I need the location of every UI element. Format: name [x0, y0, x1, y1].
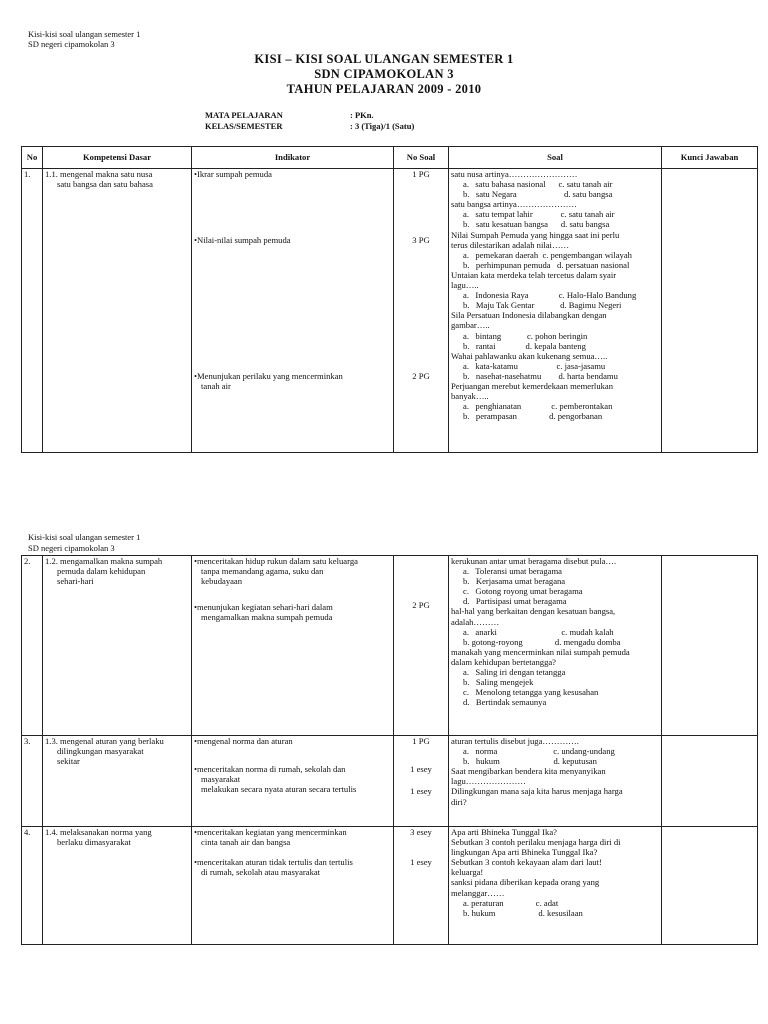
- row3-kd-line3: sekitar: [57, 756, 80, 767]
- row4-kd-line1: 1.4. melaksanakan norma yang: [45, 827, 152, 837]
- row4-kd-line2: berlaku dimasyarakat: [57, 837, 131, 848]
- row1-no-soal: [394, 169, 449, 453]
- row3-kd-line2: dilingkungan masyarakat: [57, 746, 144, 757]
- answer-option: b. satu kesatuan bangsa d. satu bangsa: [463, 219, 610, 230]
- kisi-table-1: [21, 146, 758, 453]
- question-text: Perjuangan merebut kemerdekaan memerlukan: [451, 380, 614, 391]
- header2-line-2: SD negeri cipamokolan 3: [28, 543, 115, 553]
- question-text: Dilingkungan mana saja kita harus menjaga harga: [451, 786, 623, 797]
- meta-subject-label: MATA PELAJARAN: [205, 110, 283, 120]
- row1-ind-3: • Menunjukan perilaku yang mencerminkan: [194, 371, 391, 381]
- answer-option: a. bintang c. pohon beringin: [463, 330, 588, 341]
- kisi-table-2: [21, 555, 758, 945]
- answer-option: a. anarki c. mudah kalah: [463, 626, 614, 637]
- header-line-2: SD negeri cipamokolan 3: [28, 39, 115, 49]
- row4-ind-2b: di rumah, sekolah atau masyarakat: [201, 867, 321, 878]
- row3-kd-line1: 1.3. mengenal aturan yang berlaku: [45, 736, 164, 746]
- answer-option: a. Toleransi umat beragama: [463, 566, 562, 577]
- question-text: gambar…..: [451, 320, 490, 331]
- row1-kd-line1: 1.1. mengenal makna satu nusa: [45, 169, 153, 179]
- answer-option: a. kata-katamu c. jasa-jasamu: [463, 360, 606, 371]
- row4-ns-1: 3 esey: [410, 827, 432, 837]
- meta-class-label: KELAS/SEMESTER: [205, 121, 283, 131]
- row1-ind-3b: tanah air: [201, 381, 231, 392]
- row3-soal: [449, 736, 662, 827]
- no-soal-header-text: No Soal: [406, 152, 436, 163]
- row4-ns-2: 1 esey: [410, 857, 432, 868]
- row1-ns-2: 3 PG: [412, 235, 430, 246]
- answer-option: a. peraturan c. adat: [463, 897, 559, 908]
- answer-option: b. nasehat-nasehatmu d. harta bendamu: [463, 370, 618, 381]
- row1-kunci: [662, 169, 758, 453]
- col-header-no: No: [22, 147, 43, 169]
- row4-indikator: [192, 827, 394, 945]
- answer-option: b. Saling mengejek: [463, 677, 534, 688]
- col-header-no-soal: [394, 147, 449, 169]
- row4-no: 4.: [22, 827, 43, 945]
- row1-ind-2: • Nilai-nilai sumpah pemuda: [194, 235, 391, 245]
- question-text: keluarga!: [451, 867, 484, 878]
- answer-option: b. Maju Tak Gentar d. Bagimu Negeri: [463, 300, 622, 311]
- row4-ind-1b: cinta tanah air dan bangsa: [201, 837, 291, 848]
- col-header-kd: Kompetensi Dasar: [43, 147, 192, 169]
- answer-option: b. hukum d. keputusan: [463, 756, 597, 767]
- row1-ns-3: 2 PG: [412, 371, 430, 382]
- question-text: hal-hal yang berkaitan dengan kesatuan bangsa,: [451, 606, 616, 617]
- question-text: Untaian kata merdeka telah tercetus dalam syair: [451, 269, 617, 280]
- col-header-indikator: Indikator: [192, 147, 394, 169]
- row4-kunci: [662, 827, 758, 945]
- answer-option: b. satu Negara d. satu bangsa: [463, 189, 613, 200]
- question-text: Saat mengibarkan bendera kita menyanyikan: [451, 766, 606, 777]
- row3-ind-3: melakukan secara nyata aturan secara tertulis: [201, 784, 357, 795]
- row1-ind-1: • Ikrar sumpah pemuda: [194, 169, 391, 179]
- question-text: dalam kehidupan bertetangga?: [451, 656, 556, 667]
- question-text: Nilai Sumpah Pemuda yang hingga saat ini perlu: [451, 229, 620, 240]
- doc-title: KISI – KISI SOAL ULANGAN SEMESTER 1: [254, 52, 514, 66]
- row3-no: 3.: [22, 736, 43, 827]
- row2-no: 2.: [22, 556, 43, 736]
- row2-ns: 2 PG: [412, 600, 430, 610]
- answer-option: a. Indonesia Raya c. Halo-Halo Bandung: [463, 290, 637, 301]
- meta-subject-value: : PKn.: [350, 110, 374, 120]
- question-text: satu bangsa artinya…………………: [451, 199, 578, 210]
- row4-ind-1a: • menceritakan kegiatan yang mencerminkan: [194, 827, 391, 837]
- answer-option: b. gotong-royong d. mengadu domba: [463, 636, 621, 647]
- answer-option: b. perhimpunan pemuda d. persatuan nasional: [463, 259, 630, 270]
- row4-no-soal: [394, 827, 449, 945]
- question-text: Sebutkan 3 contoh kekayaan alam dari laut!: [451, 857, 602, 868]
- row1-kd-line2: satu bangsa dan satu bahasa: [57, 179, 153, 190]
- meta-class-value: : 3 (Tiga)/1 (Satu): [350, 121, 415, 131]
- question-text: Sebutkan 3 contoh perilaku menjaga harga diri di: [451, 837, 621, 848]
- row2-kd-line2: pemuda dalam kehidupan: [57, 566, 146, 577]
- col-header-soal: Soal: [449, 147, 662, 169]
- doc-school: SDN CIPAMOKOLAN 3: [314, 67, 454, 81]
- answer-option: a. penghianatan c. pemberontakan: [463, 401, 613, 412]
- row4-soal: [449, 827, 662, 945]
- row3-kunci: [662, 736, 758, 827]
- question-text: kerukunan antar umat beragama disebut pula….: [451, 556, 617, 566]
- row3-indikator: [192, 736, 394, 827]
- row2-no-soal: [394, 556, 449, 736]
- question-text: Sila Persatuan Indonesia dilabangkan dengan: [451, 310, 607, 321]
- row2-ind-2a: • menunjukan kegiatan sehari-hari dalam: [194, 602, 391, 612]
- header-line-1: Kisi-kisi soal ulangan semester 1: [28, 29, 141, 39]
- answer-option: a. norma c. undang-undang: [463, 746, 615, 757]
- row2-soal: [449, 556, 662, 736]
- row3-ind-1: • mengenal norma dan aturan: [194, 736, 391, 746]
- row3-no-soal: [394, 736, 449, 827]
- row2-kd-line1: 1.2. mengamalkan makna sumpah: [45, 556, 163, 566]
- question-text: diri?: [451, 796, 467, 807]
- row3-kd: [43, 736, 192, 827]
- row2-kd-line3: sehari-hari: [57, 576, 94, 587]
- question-text: sanksi pidana diberikan kepada orang yang: [451, 877, 600, 888]
- question-text: lagu…..: [451, 280, 479, 291]
- row1-soal: [449, 169, 662, 453]
- row3-ns-3: 1 esey: [410, 786, 432, 797]
- row2-indikator: [192, 556, 394, 736]
- answer-option: a. satu tempat lahir c. satu tanah air: [463, 209, 615, 220]
- answer-option: c. Gotong royong umat beragama: [463, 586, 583, 597]
- col-header-kunci: Kunci Jawaban: [662, 147, 758, 169]
- answer-option: a. pemekaran daerah c. pengembangan wilayah: [463, 249, 632, 260]
- question-text: melanggar……: [451, 887, 505, 898]
- row3-ind-2a: • menceritakan norma di rumah, sekolah dan: [194, 764, 391, 774]
- row1-kd: [43, 169, 192, 453]
- question-text: Apa arti Bhineka Tunggal Ika?: [451, 827, 557, 837]
- row4-kd: [43, 827, 192, 945]
- question-text: lingkungan Apa arti Bhineka Tunggal Ika?: [451, 847, 598, 858]
- question-text: terus dilestarikan adalah nilai……: [451, 239, 570, 250]
- row3-ns-2: 1 esey: [410, 764, 432, 775]
- row1-indikator: [192, 169, 394, 453]
- question-text: adalah………: [451, 616, 500, 627]
- question-text: banyak…..: [451, 391, 489, 402]
- row1-no: 1.: [22, 169, 43, 453]
- question-text: manakah yang mencerminkan nilai sumpah pemuda: [451, 646, 630, 657]
- answer-option: b. Kerjasama umat beragana: [463, 576, 566, 587]
- doc-year: TAHUN PELAJARAN 2009 - 2010: [286, 82, 482, 96]
- row2-kunci: [662, 556, 758, 736]
- answer-option: b. hukum d. kesusilaan: [463, 907, 583, 918]
- row2-ind-1a: • menceritakan hidup rukun dalam satu keluarga: [194, 556, 391, 566]
- question-text: satu nusa artinya……………………: [451, 169, 578, 179]
- question-text: lagu…………………: [451, 776, 526, 787]
- row2-ind-1b: tanpa memandang agama, suku dan: [201, 566, 324, 577]
- row3-ns-1: 1 PG: [412, 736, 430, 746]
- answer-option: b. perampasan d. pengorbanan: [463, 411, 603, 422]
- answer-option: c. Menolong tetangga yang kesusahan: [463, 687, 599, 698]
- row2-ind-1c: kebudayaan: [201, 576, 243, 587]
- row2-ind-2b: mengamalkan makna sumpah pemuda: [201, 612, 333, 623]
- row1-ns-1: 1 PG: [412, 169, 430, 179]
- answer-option: a. satu bahasa nasional c. satu tanah air: [463, 179, 613, 190]
- answer-option: b. rantai d. kepala banteng: [463, 340, 586, 351]
- question-text: Wahai pahlawanku akan kukenang semua…..: [451, 350, 608, 361]
- question-text: aturan tertulis disebut juga………….: [451, 736, 579, 746]
- answer-option: d. Partisipasi umat beragama: [463, 596, 567, 607]
- answer-option: d. Bertindak semaunya: [463, 697, 547, 708]
- row3-ind-2b: masyarakat: [201, 774, 241, 785]
- header2-line-1: Kisi-kisi soal ulangan semester 1: [28, 532, 141, 542]
- answer-option: a. Saling iri dengan tetangga: [463, 667, 566, 678]
- row4-ind-2a: • menceritakan aturan tidak tertulis dan tertulis: [194, 857, 391, 867]
- row2-kd: [43, 556, 192, 736]
